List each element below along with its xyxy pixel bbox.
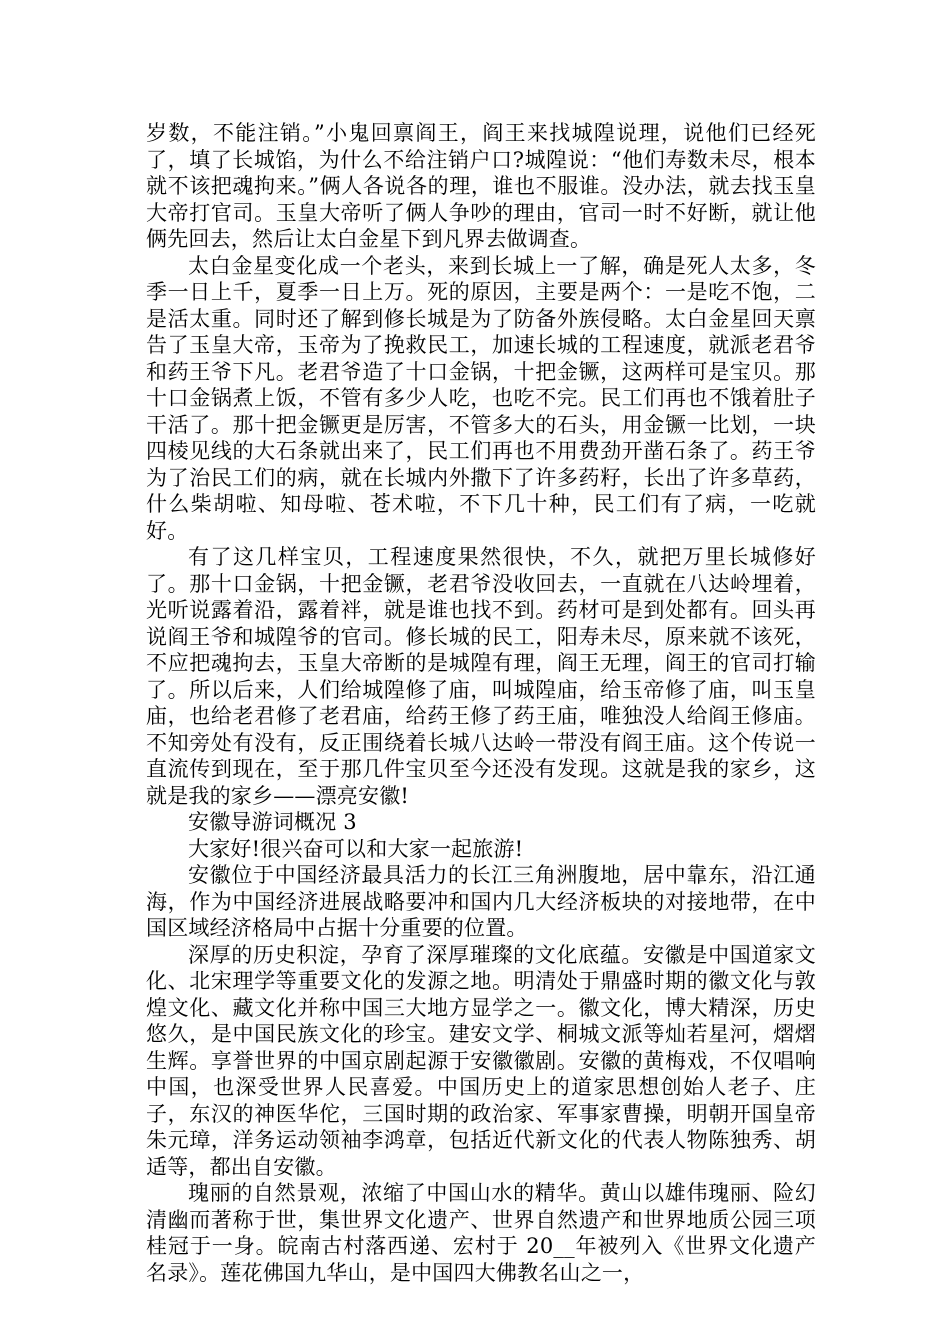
paragraph-3: 有了这几样宝贝，工程速度果然很快，不久，就把万里长城修好了。那十口金锅，十把金镢，老君爷没收回去，一直就在八达岭埋着，光听说露着沿，露着袢，就是谁也找不到。药材可是到处都有。回头再说阎王爷和城隍爷的官司。修长城的民工，阳寿未尽，原来就不该死，不应把魂拘去，玉皇大帝断的是城隍有理，阎王无理，阎王的官司打输了。所以后来，人们给城隍修了庙，叫城隍庙，给玉帝修了庙，叫玉皇庙，也给老君修了老君庙，给药王修了药王庙，唯独没人给阎王修庙。不知旁处有没有，反正围绕着长城八达岭一带没有阎王庙。这个传说一直流传到现在，至于那几件宝贝至今还没有发现。这就是我的家乡，这就是我的家乡——漂亮安徽!: [146, 545, 816, 808]
paragraph-culture: 深厚的历史积淀，孕育了深厚璀璨的文化底蕴。安徽是中国道家文化、北宋理学等重要文化的发源之地。明清处于鼎盛时期的徽文化与敦煌文化、藏文化并称中国三大地方显学之一。徽文化，博大精深，历史悠久，是中国民族文化的珍宝。建安文学、桐城文派等灿若星河，熠熠生辉。享誉世界的中国京剧起源于安徽徽剧。安徽的黄梅戏，不仅唱响中国，也深受世界人民喜爱。中国历史上的道家思想创始人老子、庄子，东汉的神医华佗，三国时期的政治家、军事家曹操，明朝开国皇帝朱元璋，洋务运动领袖李鸿章，包括近代新文化的代表人物陈独秀、胡适等，都出自安徽。: [146, 942, 816, 1179]
paragraph-scenery: 瑰丽的自然景观，浓缩了中国山水的精华。黄山以雄伟瑰丽、险幻清幽而著称于世，集世界文化遗产、世界自然遗产和世界地质公园三项桂冠于一身。皖南古村落西递、宏村于 20__年被列入《世界文化遗产名录》。莲花佛国九华山，是中国四大佛教名山之一，: [146, 1181, 816, 1285]
paragraph-1: 岁数，不能注销。”小鬼回禀阎王，阎王来找城隍说理，说他们已经死了，填了长城馅，为什么不给注销户口?城隍说：“他们寿数未尽，根本就不该把魂拘来。”俩人各说各的理，谁也不服谁。没办法，就去找玉皇大帝打官司。玉皇大帝听了俩人争吵的理由，官司一时不好断，就让他俩先回去，然后让太白金星下到凡界去做调查。: [146, 121, 816, 251]
section-heading: 安徽导游词概况 3: [188, 810, 357, 834]
paragraph-location: 安徽位于中国经济最具活力的长江三角洲腹地，居中靠东，沿江通海，作为中国经济进展战略要冲和国内几大经济板块的对接地带，在中国区域经济格局中占据十分重要的位置。: [146, 863, 816, 940]
paragraph-2: 太白金星变化成一个老头，来到长城上一了解，确是死人太多，冬季一日上千，夏季一日上万。死的原因，主要是两个：一是吃不饱，二是活太重。同时还了解到修长城是为了防备外族侵略。太白金星回天禀告了玉皇大帝，玉帝为了挽救民工，加速长城的工程速度，就派老君爷和药王爷下凡。老君爷造了十口金锅，十把金镢，这两样可是宝贝。那十口金锅煮上饭，不管有多少人吃，也吃不完。民工们再也不饿着肚子干活了。那十把金镢更是厉害，不管多大的石头，用金镢一比划，一块四棱见线的大石条就出来了，民工们再也不用费劲开凿石条了。药王爷为了治民工们的病，就在长城内外撒下了许多药籽，长出了许多草药，什么柴胡啦、知母啦、苍术啦，不下几十种，民工们有了病，一吃就好。: [146, 253, 816, 543]
document-body: [146, 120, 816, 1286]
greeting-paragraph: 大家好!很兴奋可以和大家一起旅游!: [188, 836, 524, 861]
